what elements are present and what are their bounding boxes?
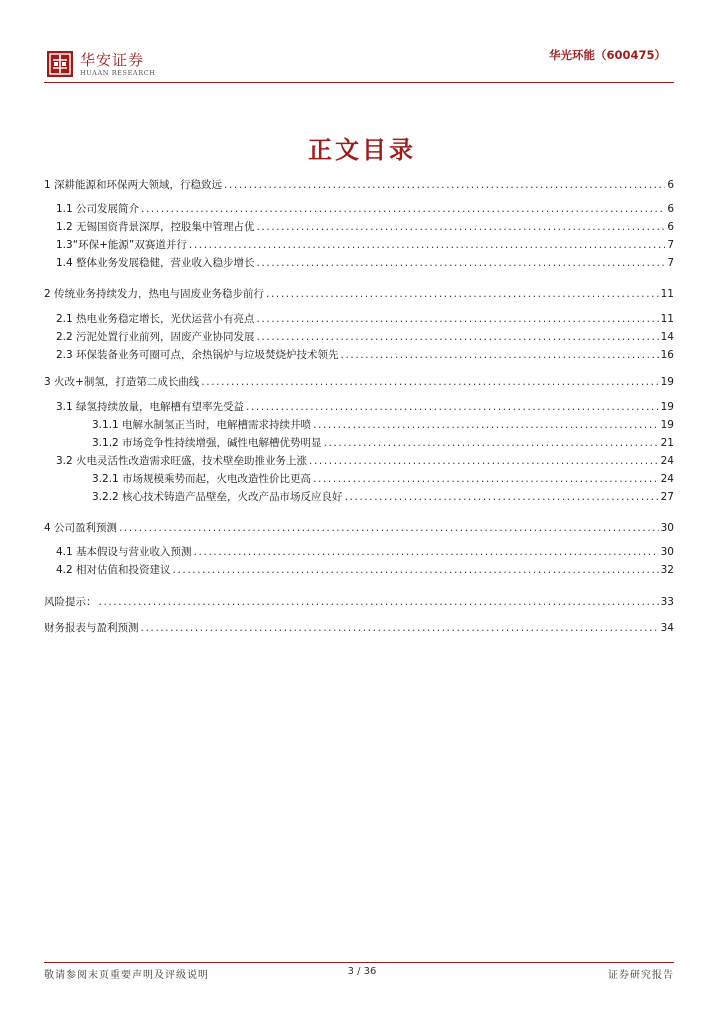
toc-entry-page: 11 (660, 313, 674, 325)
toc-leader-dots (194, 545, 659, 559)
toc-entry-title: 4.2 相对估值和投资建议 (56, 564, 171, 576)
toc-entry-page: 24 (660, 473, 674, 485)
toc-entry-title: 3.2.2 核心技术铸造产品壁垒，火改产品市场反应良好 (92, 491, 343, 503)
toc-entry[interactable] (56, 454, 674, 468)
toc-leader-dots (224, 178, 665, 192)
toc-entry-title: 2.1 热电业务稳定增长，光伏运营小有亮点 (56, 313, 255, 325)
toc-entry[interactable] (92, 490, 674, 504)
toc-entry[interactable] (44, 375, 674, 389)
toc-leader-dots (173, 563, 659, 577)
toc-entry-page: 33 (660, 596, 674, 608)
toc-leader-dots (141, 202, 665, 216)
toc-entry-title: 2 传统业务持续发力，热电与固废业务稳步前行 (44, 288, 265, 300)
toc-entry-title: 2.3 环保装备业务可圈可点，余热锅炉与垃圾焚烧炉技术领先 (56, 349, 339, 361)
toc-entry[interactable] (56, 348, 674, 362)
page-header (0, 0, 724, 90)
toc-entry-title: 财务报表与盈利预测 (44, 622, 139, 634)
toc-entry-title: 2.2 污泥处置行业前列，固废产业协同发展 (56, 331, 255, 343)
toc-entry-title: 3.1 绿氢持续放量，电解槽有望率先受益 (56, 401, 245, 413)
toc-entry-page: 30 (660, 546, 674, 558)
toc-entry[interactable] (44, 521, 674, 535)
toc-entry-page: 32 (660, 564, 674, 576)
toc-leader-dots (257, 220, 666, 234)
toc-entry-page: 19 (660, 419, 674, 431)
toc-entry-title: 1.3“环保+能源”双赛道并行 (56, 239, 187, 251)
footer-report-type: 证券研究报告 (608, 970, 674, 981)
toc-entry-title: 1 深耕能源和环保两大领域，行稳致远 (44, 179, 223, 191)
toc-entry-page: 24 (660, 455, 674, 467)
toc-leader-dots (341, 348, 659, 362)
toc-entry-title: 4 公司盈利预测 (44, 522, 118, 534)
toc-entry[interactable] (44, 595, 674, 609)
toc-leader-dots (257, 330, 659, 344)
toc-entry-page: 11 (660, 288, 674, 300)
toc-entry-page: 19 (660, 376, 674, 388)
toc-entry-title: 1.2 无锡国资背景深厚，控股集中管理占优 (56, 221, 255, 233)
toc-entry-page: 19 (660, 401, 674, 413)
toc-entry-title: 3 火改+制氢，打造第二成长曲线 (44, 376, 200, 388)
toc-entry[interactable] (92, 472, 674, 486)
toc-entry-title: 4.1 基本假设与营业收入预测 (56, 546, 192, 558)
toc-entry[interactable] (56, 256, 674, 270)
toc-entry-title: 1.1 公司发展简介 (56, 203, 140, 215)
toc-leader-dots (99, 595, 659, 609)
toc-entry-page: 6 (667, 179, 674, 191)
toc-entry-title: 3.1.2 市场竞争性持续增强，碱性电解槽优势明显 (92, 437, 322, 449)
toc-entry-page: 27 (660, 491, 674, 503)
toc-entry-page: 21 (660, 437, 674, 449)
toc-entry[interactable] (56, 400, 674, 414)
toc-leader-dots (201, 375, 658, 389)
header-divider (44, 82, 674, 83)
toc-entry-title: 3.2 火电灵活性改造需求旺盛，技术壁垒助推业务上涨 (56, 455, 308, 467)
footer-disclaimer: 敬请参阅末页重要声明及评级说明 (44, 970, 209, 981)
toc-entry[interactable] (56, 202, 674, 216)
toc-entry-title: 风险提示： (44, 596, 97, 608)
toc-leader-dots (313, 472, 659, 486)
toc-leader-dots (141, 621, 659, 635)
toc-entry-page: 34 (660, 622, 674, 634)
toc-entry-title: 1.4 整体业务发展稳健，营业收入稳步增长 (56, 257, 255, 269)
toc-entry[interactable] (92, 436, 674, 450)
toc-leader-dots (119, 521, 659, 535)
footer-divider (44, 962, 674, 963)
toc-leader-dots (309, 454, 659, 468)
toc-leader-dots (257, 256, 666, 270)
huaan-logo-icon (46, 50, 74, 78)
toc-leader-dots (257, 312, 659, 326)
toc-leader-dots (189, 238, 665, 252)
toc-entry-page: 6 (667, 203, 674, 215)
footer-page-number: 3 / 36 (347, 966, 377, 977)
toc-entry-page: 30 (660, 522, 674, 534)
logo-wordmark-cn: 华安证券 (80, 51, 145, 69)
toc-entry-page: 6 (667, 221, 674, 233)
toc-entry-page: 16 (660, 349, 674, 361)
page-title: 正文目录 (308, 136, 416, 164)
toc-leader-dots (324, 436, 659, 450)
toc-entry[interactable] (56, 312, 674, 326)
logo-wordmark-en: HUAAN RESEARCH (80, 69, 156, 77)
toc-entry[interactable] (56, 545, 674, 559)
toc-leader-dots (313, 418, 659, 432)
toc-entry[interactable] (56, 220, 674, 234)
toc-entry-title: 3.1.1 电解水制氢正当时，电解槽需求持续井喷 (92, 419, 312, 431)
toc-entry-page: 7 (667, 257, 674, 269)
toc-leader-dots (246, 400, 659, 414)
toc-entry[interactable] (56, 330, 674, 344)
toc-entry[interactable] (44, 287, 674, 301)
report-company-tag: 华光环能（600475） (548, 48, 666, 62)
toc-leader-dots (266, 287, 659, 301)
toc-entry-title: 3.2.1 市场规模乘势而起，火电改造性价比更高 (92, 473, 312, 485)
toc-entry[interactable] (92, 418, 674, 432)
toc-entry-page: 14 (660, 331, 674, 343)
toc-entry[interactable] (56, 238, 674, 252)
toc-leader-dots (345, 490, 659, 504)
toc-entry[interactable] (44, 621, 674, 635)
toc-entry-page: 7 (667, 239, 674, 251)
toc-entry[interactable] (44, 178, 674, 192)
toc-entry[interactable] (56, 563, 674, 577)
